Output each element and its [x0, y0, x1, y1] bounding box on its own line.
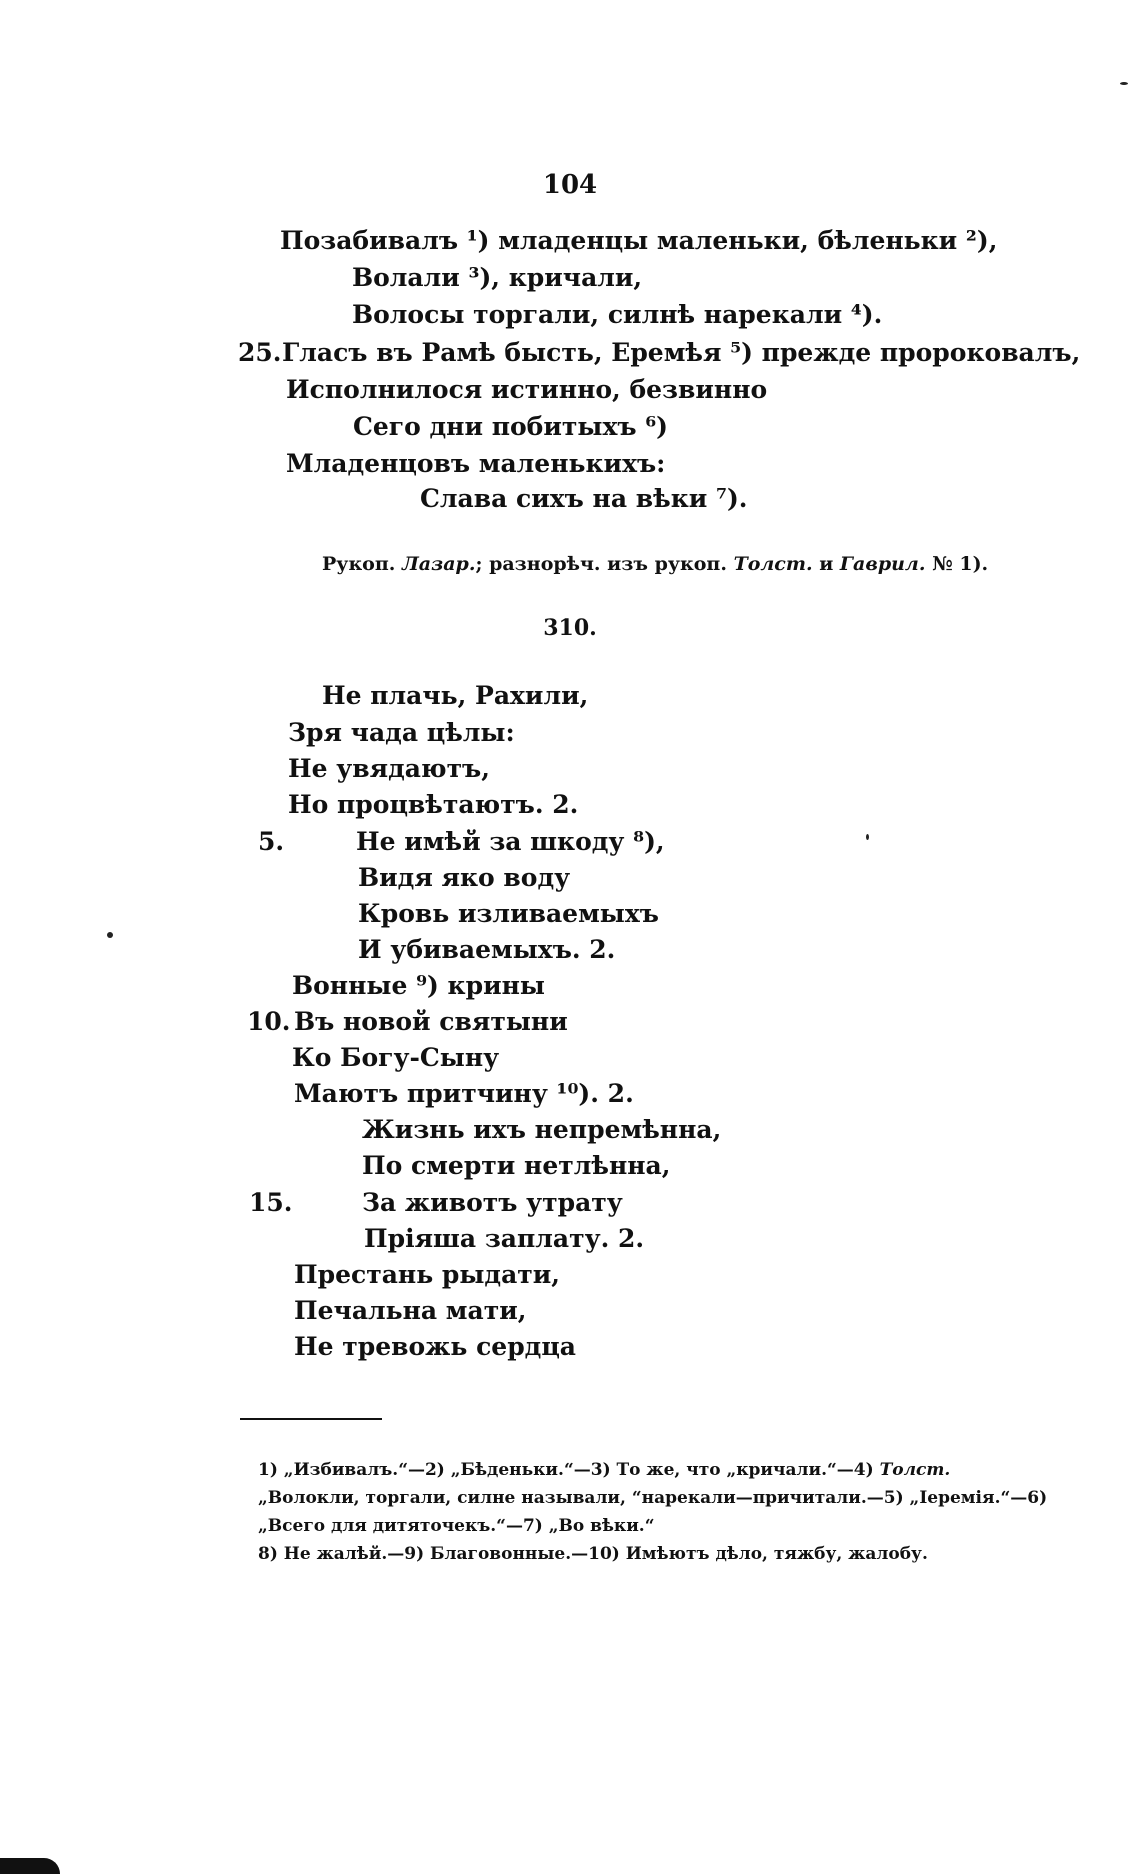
verse-line: Пріяша заплату. 2.: [364, 1224, 645, 1253]
verse-line: Видя яко воду: [358, 863, 571, 892]
verse-line: Позабивалъ ¹) младенцы маленьки, бѣленьки ²),: [280, 226, 998, 255]
verse-line: Не увядаютъ,: [288, 754, 490, 783]
footnote-line: 8) Не жалѣй.—9) Благовонные.—10) Имѣютъ дѣло, тяжбу, жалобу.: [258, 1544, 928, 1564]
verse-line: Волали ³), кричали,: [352, 263, 643, 292]
verse-line: Но процвѣтаютъ. 2.: [288, 790, 579, 819]
verse-line: Вонные ⁹) крины: [292, 971, 545, 1000]
line-number: 5.: [258, 827, 285, 856]
verse-line: Ко Богу-Сыну: [292, 1043, 500, 1072]
source-prefix: Рукоп.: [322, 553, 396, 575]
verse-line: Гласъ въ Рамѣ бысть, Еремѣя ⁵) прежде пророковалъ,: [282, 338, 1081, 367]
line-number: 25.: [238, 338, 282, 367]
verse-line: Маютъ притчину ¹⁰). 2.: [294, 1079, 634, 1108]
verse-line: За животъ утрату: [362, 1188, 623, 1217]
footnote-text: 1) „Избивалъ.“—2) „Бѣденьки.“—3) То же, что „кричали.“—4): [258, 1460, 874, 1480]
verse-line: Кровь изливаемыхъ: [358, 899, 659, 928]
footnote-divider: [240, 1418, 382, 1420]
verse-line: Престань рыдати,: [294, 1260, 561, 1289]
verse-line: Не плачь, Рахили,: [322, 681, 589, 710]
verse-line: Младенцовъ маленькихъ:: [286, 449, 666, 478]
verse-line: Не имѣй за шкоду ⁸),: [356, 827, 665, 856]
source-citation: [322, 553, 988, 575]
page-number: 104: [542, 170, 598, 200]
source-name-3: Гаврил.: [839, 553, 926, 575]
poem-number: 310.: [543, 615, 597, 641]
footnote-line: „Всего для дитяточекъ.“—7) „Во вѣки.“: [258, 1516, 655, 1536]
verse-line: Жизнь ихъ непремѣнна,: [362, 1115, 722, 1144]
scan-edge-mark: [0, 1858, 60, 1874]
verse-line: Волосы торгали, силнѣ нарекали ⁴).: [352, 300, 883, 329]
source-mid: ; разнорѣч. изъ рукоп.: [475, 553, 727, 575]
footnote-source: Толст.: [879, 1460, 951, 1480]
verse-line: Печальна мати,: [294, 1296, 527, 1325]
verse-line: Сего дни побитыхъ ⁶): [353, 412, 669, 441]
source-and: и: [819, 553, 834, 575]
footnote-line: „Волокли, торгали, силне называли, “нарекали—причитали.—5) „Іеремія.“—6): [258, 1488, 1048, 1508]
line-number: 10.: [247, 1007, 291, 1036]
scan-speck: [1120, 82, 1128, 85]
verse-line: Зря чада цѣлы:: [288, 718, 515, 747]
source-suffix: № 1).: [932, 553, 989, 575]
verse-line: Исполнилося истинно, безвинно: [286, 375, 768, 404]
verse-line: Въ новой святыни: [294, 1007, 568, 1036]
verse-line: Слава сихъ на вѣки ⁷).: [420, 484, 748, 513]
source-name-2: Толст.: [733, 553, 813, 575]
line-number: 15.: [249, 1188, 293, 1217]
verse-line: По смерти нетлѣнна,: [362, 1151, 671, 1180]
verse-line: Не тревожь сердца: [294, 1332, 577, 1361]
footnote-line: [258, 1462, 950, 1479]
scan-speck: [107, 932, 113, 938]
verse-line: И убиваемыхъ. 2.: [358, 935, 616, 964]
source-name-1: Лазар.: [402, 553, 476, 575]
scan-speck: [866, 834, 869, 840]
